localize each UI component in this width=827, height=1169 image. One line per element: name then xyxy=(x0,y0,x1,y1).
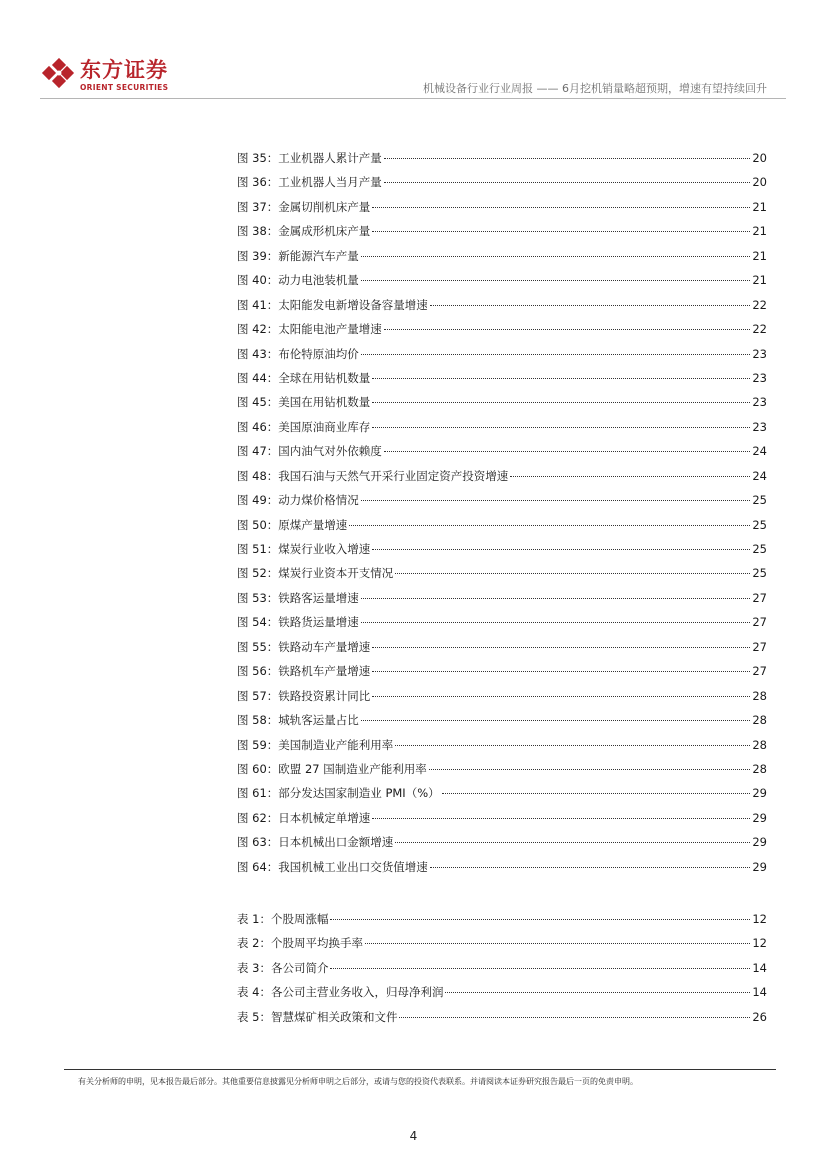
toc-entry-label: 图 60：欧盟 27 国制造业产能利用率 xyxy=(237,761,427,776)
toc-entry[interactable] xyxy=(237,565,767,589)
toc-dot-leader xyxy=(361,256,751,257)
toc-entry[interactable] xyxy=(237,737,767,761)
toc-entry-label: 图 54：铁路货运量增速 xyxy=(237,615,359,630)
toc-entry-label: 图 50：原煤产量增速 xyxy=(237,517,348,532)
toc-dot-leader xyxy=(372,647,750,648)
toc-entry-label: 图 43：布伦特原油均价 xyxy=(237,346,359,361)
toc-dot-leader xyxy=(361,280,751,281)
toc-entry[interactable] xyxy=(237,419,767,443)
toc-entry-label: 图 61：部分发达国家制造业 PMI（%） xyxy=(237,786,440,801)
toc-entry-label: 图 63：日本机械出口金额增速 xyxy=(237,835,394,850)
toc-entry-label: 图 48：我国石油与天然气开采行业固定资产投资增速 xyxy=(237,468,509,483)
toc-entry-page: 28 xyxy=(752,713,767,728)
toc-entry-page: 28 xyxy=(752,688,767,703)
toc-entry-label: 图 37：金属切削机床产量 xyxy=(237,199,371,214)
toc-entry[interactable] xyxy=(237,321,767,345)
toc-dot-leader xyxy=(395,573,750,574)
toc-entry-page: 27 xyxy=(752,615,767,630)
toc-entry[interactable] xyxy=(237,911,767,935)
toc-dot-leader xyxy=(442,793,751,794)
toc-entry-label: 图 42：太阳能电池产量增速 xyxy=(237,322,382,337)
toc-entry-label: 图 36：工业机器人当月产量 xyxy=(237,175,382,190)
toc-dot-leader xyxy=(361,354,751,355)
toc-entry-label: 图 62：日本机械定单增速 xyxy=(237,810,371,825)
toc-entry-label: 图 51：煤炭行业收入增速 xyxy=(237,542,371,556)
toc-entry-page: 20 xyxy=(752,175,767,190)
toc-entry-page: 14 xyxy=(752,960,767,975)
toc-entry-label: 图 46：美国原油商业库存 xyxy=(237,419,371,434)
toc-entry-page: 23 xyxy=(752,395,767,410)
toc-dot-leader xyxy=(445,992,750,993)
toc-entry-label: 图 49：动力煤价格情况 xyxy=(237,493,359,508)
toc-entry-label: 图 35：工业机器人累计产量 xyxy=(237,151,382,165)
toc-entry-page: 25 xyxy=(752,566,767,581)
toc-dot-leader xyxy=(372,671,750,672)
toc-dot-leader xyxy=(372,231,750,232)
header-divider xyxy=(40,98,786,99)
toc-entry[interactable] xyxy=(237,614,767,638)
toc-dot-leader xyxy=(384,158,751,159)
toc-entry-label: 图 45：美国在用钻机数量 xyxy=(237,395,371,410)
toc-entry[interactable] xyxy=(237,199,767,223)
toc-dot-leader xyxy=(429,769,751,770)
toc-entry-label: 图 64：我国机械工业出口交货值增速 xyxy=(237,859,428,874)
toc-dot-leader xyxy=(430,305,751,306)
toc-entry[interactable] xyxy=(237,174,767,198)
toc-entry[interactable] xyxy=(237,394,767,418)
toc-entry-page: 29 xyxy=(752,835,767,850)
toc-entry[interactable] xyxy=(237,639,767,663)
report-title: 机械设备行业行业周报 —— 6月挖机销量略超预期，增速有望持续回升 xyxy=(423,82,767,95)
toc-entry-label: 图 53：铁路客运量增速 xyxy=(237,590,359,605)
toc-entry[interactable] xyxy=(237,810,767,834)
toc-entry-label: 表 4：各公司主营业务收入，归母净利润 xyxy=(237,985,444,1000)
toc-entry[interactable] xyxy=(237,541,767,565)
toc-entry[interactable] xyxy=(237,834,767,858)
toc-dot-leader xyxy=(384,182,751,183)
toc-entry-label: 表 2：个股周平均换手率 xyxy=(237,936,363,951)
toc-dot-leader xyxy=(372,549,750,550)
toc-entry[interactable] xyxy=(237,785,767,809)
toc-dot-leader xyxy=(395,842,750,843)
toc-dot-leader xyxy=(361,720,751,721)
toc-entry-page: 21 xyxy=(752,273,767,288)
footer-divider xyxy=(64,1069,776,1070)
toc-entry-page: 28 xyxy=(752,737,767,752)
toc-entry[interactable] xyxy=(237,346,767,370)
toc-dot-leader xyxy=(510,476,750,477)
toc-dot-leader xyxy=(365,943,750,944)
toc-dot-leader xyxy=(361,500,751,501)
toc-entry-page: 29 xyxy=(752,786,767,801)
toc-entry[interactable] xyxy=(237,468,767,492)
toc-entry[interactable] xyxy=(237,223,767,247)
toc-entry-page: 27 xyxy=(752,664,767,679)
toc-entry[interactable] xyxy=(237,272,767,296)
toc-dot-leader xyxy=(361,622,751,623)
page-number: 4 xyxy=(409,1129,418,1143)
toc-entry-label: 图 59：美国制造业产能利用率 xyxy=(237,737,394,752)
toc-entry[interactable] xyxy=(237,663,767,687)
toc-entry-page: 25 xyxy=(752,493,767,508)
toc-dot-leader xyxy=(372,818,750,819)
toc-entry-page: 22 xyxy=(752,297,767,312)
footer-disclaimer: 有关分析师的申明，见本报告最后部分。其他重要信息披露见分析师申明之后部分，或请与您的投资代表联系。并请阅读本证券研究报告最后一页的免责申明。 xyxy=(78,1077,638,1086)
toc-entry[interactable] xyxy=(237,960,767,984)
toc-dot-leader xyxy=(372,378,750,379)
toc-entry-page: 28 xyxy=(752,761,767,776)
toc-entry[interactable] xyxy=(237,590,767,614)
toc-entry[interactable] xyxy=(237,859,767,883)
toc-dot-leader xyxy=(384,451,751,452)
company-logo xyxy=(40,58,180,92)
toc-entry-page: 27 xyxy=(752,590,767,605)
toc-entry-label: 图 40：动力电池装机量 xyxy=(237,273,359,288)
toc-entry-label: 表 3：各公司简介 xyxy=(237,960,329,975)
toc-entry-page: 21 xyxy=(752,199,767,214)
toc-entry[interactable] xyxy=(237,761,767,785)
toc-entry[interactable] xyxy=(237,1009,767,1033)
toc-entry-page: 24 xyxy=(752,468,767,483)
toc-entry[interactable] xyxy=(237,150,767,174)
toc-entry-page: 23 xyxy=(752,370,767,385)
toc-entry[interactable] xyxy=(237,248,767,272)
toc-entry-page: 14 xyxy=(752,985,767,1000)
toc-entry-page: 12 xyxy=(752,912,767,926)
toc-entry-label: 图 52：煤炭行业资本开支情况 xyxy=(237,566,394,581)
toc-entry[interactable] xyxy=(237,297,767,321)
logo-english-name: ORIENT SECURITIES xyxy=(80,83,169,92)
toc-entry-page: 29 xyxy=(752,859,767,874)
toc-entry-page: 21 xyxy=(752,248,767,263)
toc-entry[interactable] xyxy=(237,712,767,736)
toc-entry-label: 表 5：智慧煤矿相关政策和文件 xyxy=(237,1009,398,1024)
toc-entry-page: 27 xyxy=(752,639,767,654)
toc-entry-label: 图 55：铁路动车产量增速 xyxy=(237,639,371,654)
toc-dot-leader xyxy=(372,696,750,697)
toc-entry[interactable] xyxy=(237,517,767,541)
toc-entry-label: 图 44：全球在用钻机数量 xyxy=(237,370,371,385)
toc-dot-leader xyxy=(361,598,751,599)
toc-dot-leader xyxy=(330,968,750,969)
toc-dot-leader xyxy=(395,745,750,746)
figure-list xyxy=(237,150,767,883)
toc-entry[interactable] xyxy=(237,370,767,394)
toc-entry-label: 图 41：太阳能发电新增设备容量增速 xyxy=(237,297,428,312)
toc-entry-label: 图 39：新能源汽车产量 xyxy=(237,248,359,263)
toc-entry-page: 29 xyxy=(752,810,767,825)
toc-dot-leader xyxy=(349,525,750,526)
toc-entry[interactable] xyxy=(237,935,767,959)
table-list xyxy=(237,911,767,1033)
toc-entry-page: 23 xyxy=(752,346,767,361)
toc-entry-page: 25 xyxy=(752,517,767,532)
toc-entry-label: 图 38：金属成形机床产量 xyxy=(237,224,371,239)
orient-logo-icon xyxy=(40,58,76,92)
toc-entry-page: 20 xyxy=(752,151,767,165)
toc-dot-leader xyxy=(330,919,750,920)
toc-dot-leader xyxy=(372,207,750,208)
toc-dot-leader xyxy=(372,427,750,428)
toc-dot-leader xyxy=(372,402,750,403)
toc-entry[interactable] xyxy=(237,984,767,1008)
page-header xyxy=(0,0,827,100)
toc-entry-page: 23 xyxy=(752,419,767,434)
toc-entry[interactable] xyxy=(237,492,767,516)
toc-dot-leader xyxy=(384,329,751,330)
logo-chinese-name: 东方证券 xyxy=(80,58,168,82)
toc-entry-page: 26 xyxy=(752,1009,767,1024)
toc-entry-label: 图 57：铁路投资累计同比 xyxy=(237,688,371,703)
toc-entry-label: 图 56：铁路机车产量增速 xyxy=(237,664,371,679)
toc-dot-leader xyxy=(430,867,751,868)
toc-entry-page: 22 xyxy=(752,322,767,337)
toc-entry[interactable] xyxy=(237,688,767,712)
toc-entry-label: 图 58：城轨客运量占比 xyxy=(237,713,359,728)
toc-dot-leader xyxy=(399,1017,750,1018)
toc-entry-page: 24 xyxy=(752,444,767,459)
toc-entry-label: 表 1：个股周涨幅 xyxy=(237,912,329,926)
toc-entry-page: 12 xyxy=(752,936,767,951)
toc-entry-page: 25 xyxy=(752,542,767,556)
toc-entry-label: 图 47：国内油气对外依赖度 xyxy=(237,444,382,459)
toc-entry[interactable] xyxy=(237,443,767,467)
toc-entry-page: 21 xyxy=(752,224,767,239)
